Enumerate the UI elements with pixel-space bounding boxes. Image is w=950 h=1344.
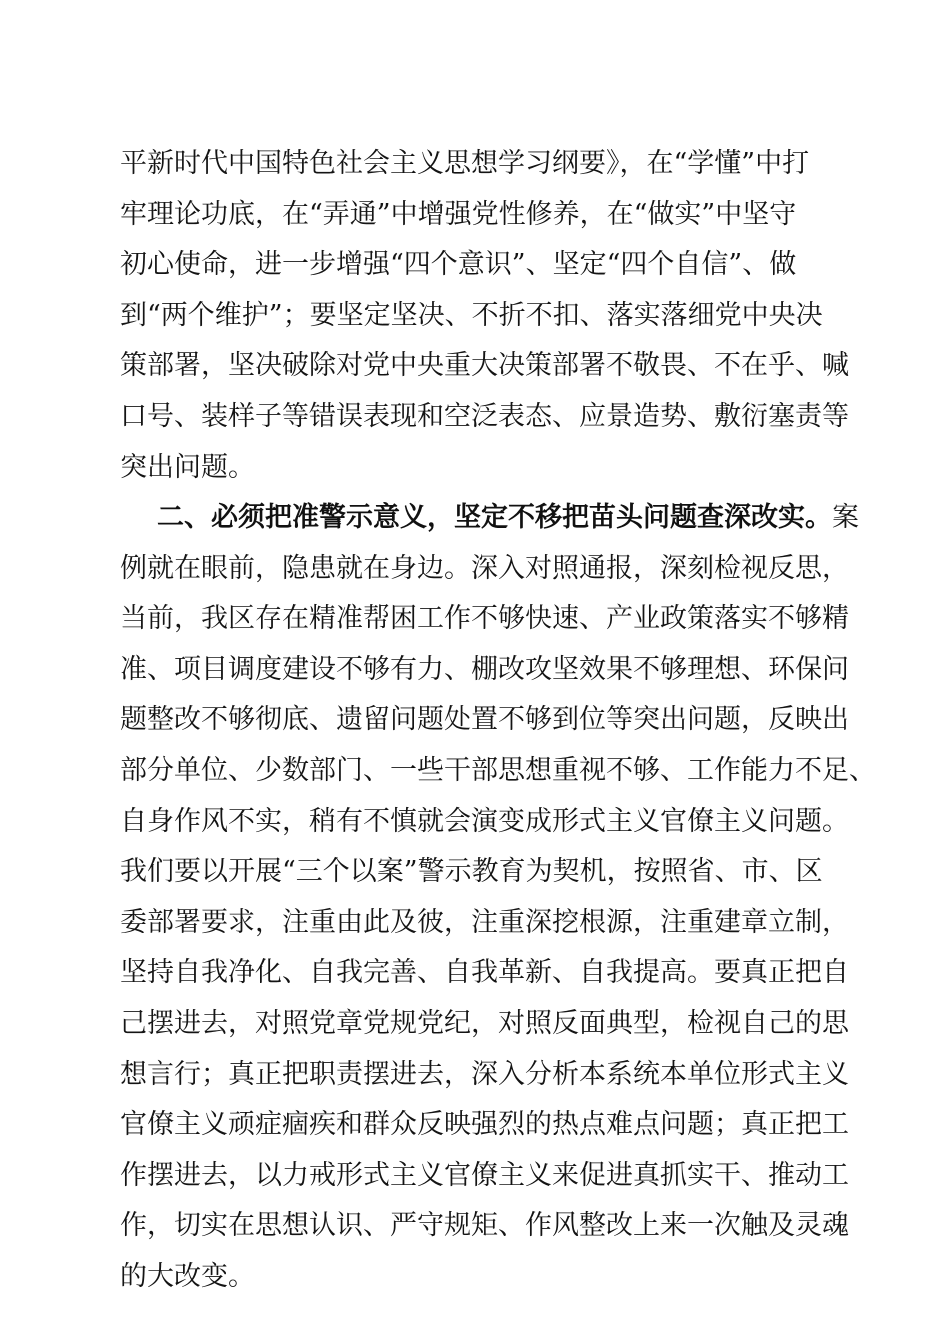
text-line: 到“两个维护”；要坚定坚决、不折不扣、落实落细党中央决 <box>120 299 823 331</box>
paragraph-2 <box>120 493 876 1303</box>
text-line: 例就在眼前，隐患就在身边。深入对照通报，深刻检视反思， <box>120 552 849 584</box>
text-line: 作，切实在思想认识、严守规矩、作风整改上来一次触及灵魂 <box>120 1210 849 1242</box>
text-line: 策部署，坚决破除对党中央重大决策部署不敬畏、不在乎、喊 <box>120 350 849 382</box>
text-line: 官僚主义顽症痼疾和群众反映强烈的热点难点问题；真正把工 <box>120 1109 849 1141</box>
text-line: 坚持自我净化、自我完善、自我革新、自我提高。要真正把自 <box>120 957 849 989</box>
text-line: 想言行；真正把职责摆进去，深入分析本系统本单位形式主义 <box>120 1058 849 1090</box>
section-heading-line <box>120 493 859 544</box>
text-line: 突出问题。 <box>120 451 255 483</box>
paragraph-1 <box>120 139 849 493</box>
text-line: 口号、装样子等错误表现和空泛表态、应景造势、敷衍塞责等 <box>120 400 849 432</box>
text-line: 牢理论功底，在“弄通”中增强党性修养，在“做实”中坚守 <box>120 198 797 230</box>
text-line: 我们要以开展“三个以案”警示教育为契机，按照省、市、区 <box>120 856 823 888</box>
text-line: 己摆进去，对照党章党规党纪，对照反面典型，检视自己的思 <box>120 1007 849 1039</box>
text-line: 作摆进去，以力戒形式主义官僚主义来促进真抓实干、推动工 <box>120 1159 849 1191</box>
text-line: 部分单位、少数部门、一些干部思想重视不够、工作能力不足、 <box>120 754 876 786</box>
text-line: 初心使命，进一步增强“四个意识”、坚定“四个自信”、做 <box>120 249 797 281</box>
text-line: 自身作风不实，稍有不慎就会演变成形式主义官僚主义问题。 <box>120 805 849 837</box>
heading-tail-text: 案 <box>832 502 859 533</box>
text-line: 题整改不够彻底、遗留问题处置不够到位等突出问题，反映出 <box>120 704 849 736</box>
text-line: 准、项目调度建设不够有力、棚改攻坚效果不够理想、环保问 <box>120 653 849 685</box>
section-heading: 二、必须把准警示意义，坚定不移把苗头问题查深改实。 <box>157 502 832 533</box>
text-line: 平新时代中国特色社会主义思想学习纲要》，在“学懂”中打 <box>120 148 810 179</box>
text-line: 委部署要求，注重由此及彼，注重深挖根源，注重建章立制， <box>120 906 849 938</box>
text-line: 的大改变。 <box>120 1260 255 1292</box>
text-line: 当前，我区存在精准帮困工作不够快速、产业政策落实不够精 <box>120 603 849 635</box>
